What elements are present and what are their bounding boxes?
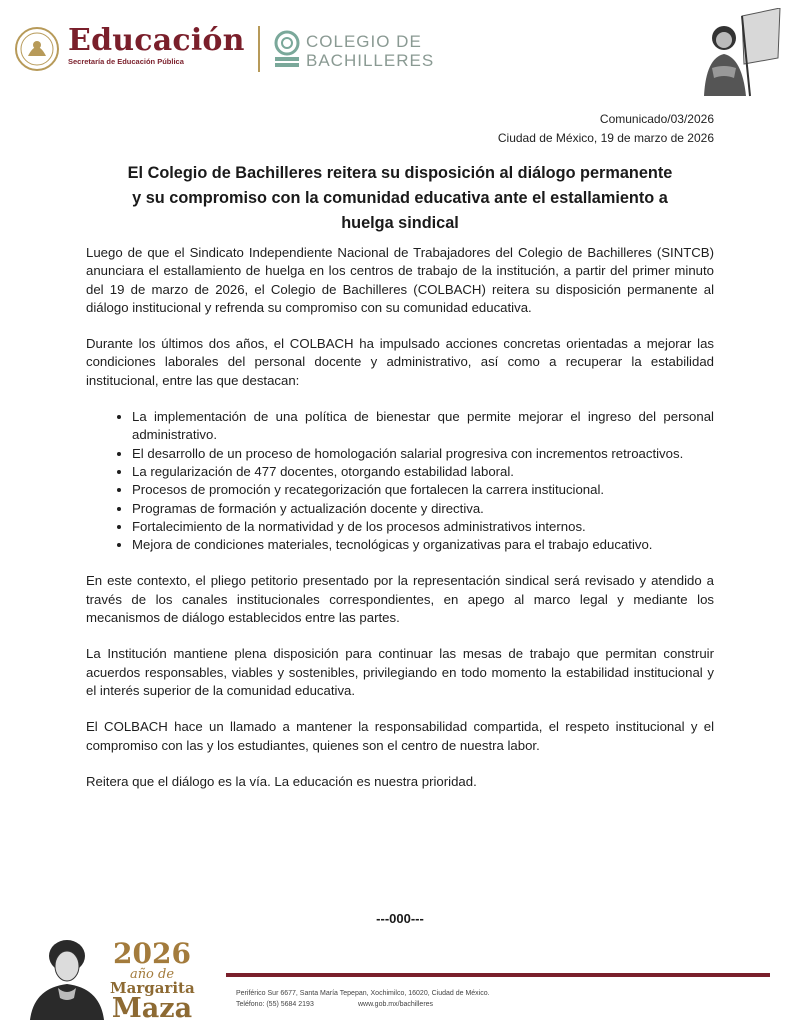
paragraph: Reitera que el diálogo es la vía. La educación es nuestra prioridad.: [86, 773, 477, 789]
commemorative-year: [110, 937, 195, 1024]
document-meta: [498, 110, 714, 148]
list-item: • El desarrollo de un proceso de homologación salarial progresiva con incrementos retroactivos.: [132, 445, 714, 463]
list-item: • Fortalecimiento de la normatividad y de los procesos administrativos internos.: [132, 518, 714, 536]
closing-mark: ---000---: [376, 911, 424, 926]
national-seal-icon: [14, 26, 60, 72]
actions-list: [86, 408, 714, 554]
title-line: y su compromiso con la comunidad educativa ante el estallamiento a: [132, 189, 668, 207]
year-of-label: año de: [129, 967, 175, 982]
list-item: • Mejora de condiciones materiales, tecnológicas y organizativas para el trabajo educativo.: [132, 536, 714, 554]
list-item: • Procesos de promoción y recategorización que fortalecen la carrera institucional.: [132, 481, 714, 499]
footer-rule: [226, 973, 770, 977]
letterhead: [14, 18, 786, 88]
title-line: El Colegio de Bachilleres reitera su disposición al diálogo permanente: [127, 164, 673, 182]
paragraph: Luego de que el Sindicato Independiente Nacional de Trabajadores del Colegio de Bachilleres (SINTCB) anunciara el estallamiento de huelga en los centros de trabajo de la institución, a partir del primer minuto del 19 de marzo de 2026, el Colegio de Bachilleres (COLBACH) reitera su disposición permanente al diálogo institucional y refrenda su compromiso con su comunidad educativa.: [86, 245, 714, 315]
paragraph: Durante los últimos dos años, el COLBACH ha impulsado acciones concretas orientadas a mejorar las condiciones laborales del personal docente y administrativo, así como a recuperar la estabilidad institucional, entre las que destacan:: [86, 336, 714, 388]
header-divider: [258, 26, 260, 72]
colbach-line1: COLEGIO DE: [306, 32, 422, 51]
honoree-last-name: Maza: [111, 993, 193, 1024]
phone: Teléfono: (55) 5684 2193: [236, 1001, 314, 1008]
margarita-maza-portrait-icon: [22, 936, 112, 1020]
year: 2026: [113, 937, 191, 970]
list-item: • La implementación de una política de bienestar que permite mejorar el ingreso del personal administrativo.: [132, 408, 714, 445]
document-body: [86, 244, 714, 809]
paragraph: La Institución mantiene plena disposición para continuar las mesas de trabajo que permitan construir acuerdos responsables, viables y sostenibles, privilegiando en todo momento la estabilidad institucional y el interés superior de la comunidad educativa.: [86, 646, 714, 698]
title-line: huelga sindical: [341, 214, 459, 232]
paragraph: En este contexto, el pliego petitorio presentado por la representación sindical será revisado y atendido a través de los canales institucionales correspondientes, en apego al marco legal y mediante los mecanismos de diálogo establecidos entre las partes.: [86, 573, 714, 626]
colbach-emblem-icon: [272, 30, 302, 70]
document-title: [86, 161, 714, 236]
ministry-subtitle: Secretaría de Educación Pública: [68, 57, 184, 66]
address: Periférico Sur 6677, Santa María Tepepan, Xochimilco, 16020, Ciudad de México.: [236, 990, 490, 997]
communique-reference: Comunicado/03/2026: [599, 112, 714, 126]
list-item: • Programas de formación y actualización docente y directiva.: [132, 500, 714, 518]
ministry-title: Educación: [68, 23, 245, 58]
honoree-first-name: Margarita: [110, 979, 195, 997]
heroine-flag-emblem-icon: [690, 8, 786, 98]
website-link[interactable]: www.gob.mx/bachilleres: [357, 1001, 434, 1008]
contact-info: [236, 988, 490, 1010]
place-and-date: Ciudad de México, 19 de marzo de 2026: [497, 131, 714, 145]
colbach-wordmark: [306, 32, 434, 70]
list-item: • La regularización de 477 docentes, otorgando estabilidad laboral.: [132, 463, 714, 481]
ministry-logo: [68, 24, 245, 66]
paragraph: El COLBACH hace un llamado a mantener la responsabilidad compartida, el respeto institucional y el compromiso con las y los estudiantes, quienes son el centro de nuestra labor.: [86, 719, 714, 753]
colbach-line2: BACHILLERES: [306, 51, 435, 70]
